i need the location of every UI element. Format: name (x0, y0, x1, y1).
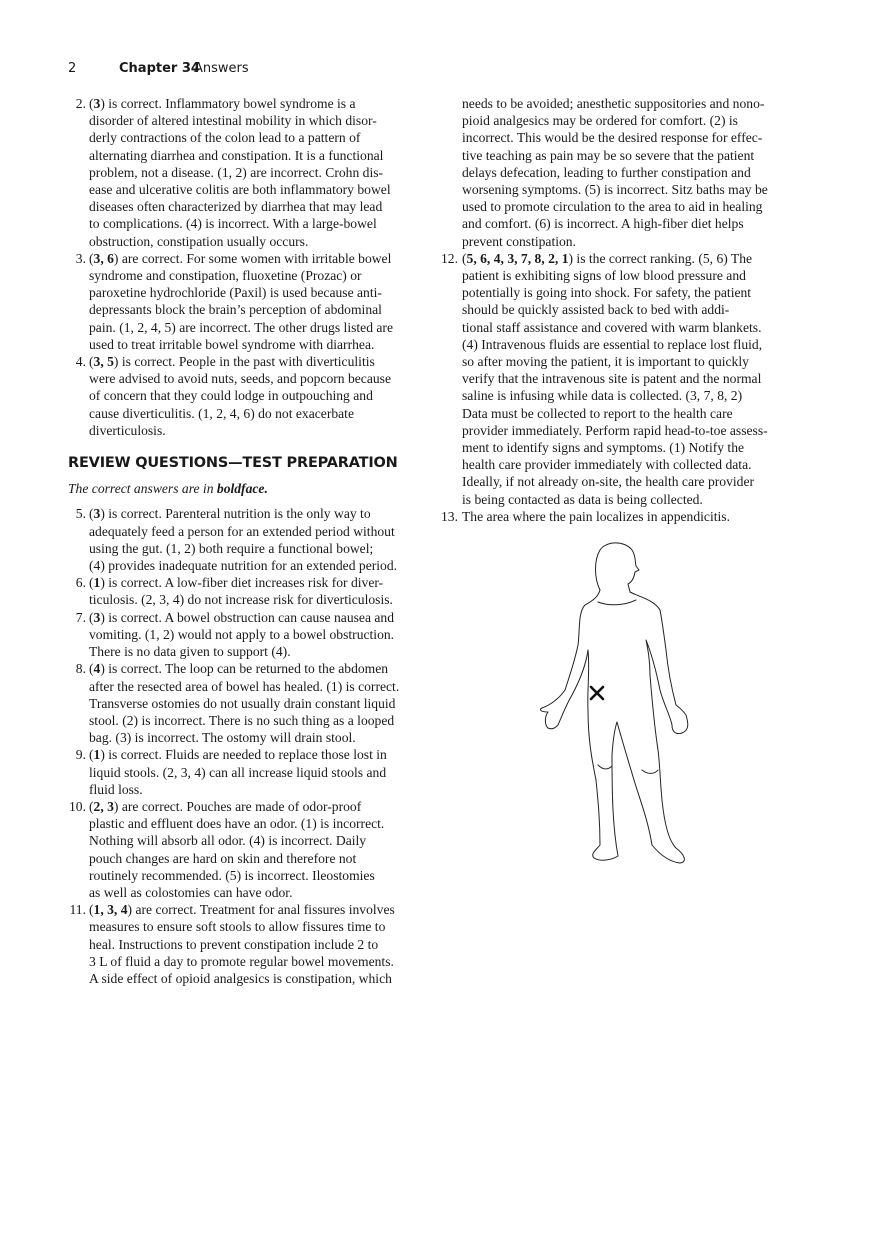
answer-key: 1 (93, 575, 101, 591)
line-text: (4) Intravenous fluids are essential to replace lost fluid, (462, 336, 763, 352)
text-line: incorrect. This would be the desired response for effec- (462, 130, 763, 146)
knee-lines (598, 765, 658, 773)
item-number: 9. (75, 747, 86, 763)
item-number: 5. (75, 506, 86, 522)
item-number: 4. (75, 354, 86, 370)
line-text: health care provider immediately with collected data. (462, 457, 752, 473)
line-text: were advised to avoid nuts, seeds, and popcorn because (89, 371, 391, 387)
line-text: routinely recommended. (5) is incorrect. Ileostomies (89, 867, 375, 883)
head-outline (596, 543, 640, 592)
line-text: stool. (2) is incorrect. There is no such thing as a looped (89, 712, 395, 728)
text-line: delays defecation, leading to further constipation and (462, 164, 751, 180)
line-text: is correct. Fluids are needed to replace those lost in (104, 747, 387, 763)
item-number: 8. (75, 661, 86, 677)
text-line: (3, 5) is correct. People in the past with diverticulitis (89, 354, 375, 370)
line-text: diseases often characterized by diarrhea that may lead (89, 199, 383, 215)
item-number: 12. (441, 250, 458, 266)
line-text: measures to ensure soft stools to allow fissures time to (89, 919, 386, 935)
line-text: verify that the intravenous site is patent and the normal (462, 371, 762, 387)
line-text: disorder of altered intestinal mobility in which disor- (89, 113, 377, 129)
answer-key: 3 (93, 506, 101, 522)
line-text: provider immediately. Perform rapid head-to-toe assess- (462, 422, 768, 438)
line-text: saline is infusing while data is collected. (3, 7, 8, 2) (462, 388, 743, 404)
line-text: are correct. Pouches are made of odor-proof (118, 798, 362, 814)
line-text: to complications. (4) is incorrect. With a large-bowel (89, 216, 377, 232)
line-text: is correct. A bowel obstruction can cause nausea and (104, 609, 395, 625)
text-line: (1, 3, 4) are correct. Treatment for anal fissures involves (89, 902, 395, 918)
text-line: (3) is correct. A bowel obstruction can cause nausea and (89, 609, 395, 625)
text-line: needs to be avoided; anesthetic suppositories and nono- (462, 96, 765, 111)
line-text: cause diverticulitis. (1, 2, 4, 6) do not exacerbate (89, 405, 354, 421)
line-text: diverticulosis. (89, 422, 166, 438)
line-text: heal. Instructions to prevent constipation include 2 to (89, 936, 379, 952)
line-text: adequately feed a person for an extended period without (89, 523, 395, 539)
text-line: (3) is correct. Parenteral nutrition is the only way to (89, 506, 371, 522)
chapter-label: Chapter 34 (119, 61, 200, 76)
item-number: 11. (69, 902, 86, 918)
answer-key: 4 (93, 661, 101, 677)
line-text: A side effect of opioid analgesics is constipation, which (89, 970, 392, 986)
text-line: pioid analgesics may be ordered for comfort. (2) is (462, 113, 738, 129)
text-line: (3) is correct. Inflammatory bowel syndrome is a (89, 96, 356, 111)
line-text: is correct. A low-fiber diet increases risk for diver- (104, 575, 384, 591)
line-text: Data must be collected to report to the health care (462, 405, 733, 421)
note-text: The correct answers are in (68, 481, 217, 497)
page-number: 2 (68, 61, 77, 76)
text-line: (1) is correct. Fluids are needed to replace those lost in (89, 747, 387, 763)
text-line: (4) is correct. The loop can be returned to the abdomen (89, 661, 389, 677)
answer-key: 3 (93, 96, 101, 111)
answer-key: 1 (93, 747, 101, 763)
answer-key: 3, 6 (93, 250, 114, 266)
answer-key: 3 (93, 609, 101, 625)
line-text: Transverse ostomies do not usually drain constant liquid (89, 695, 396, 711)
line-text: is correct. Parenteral nutrition is the only way to (104, 506, 371, 522)
answer-key: 2, 3 (93, 798, 114, 814)
answer-key: 1, 3, 4 (93, 902, 128, 918)
body-outline (540, 590, 687, 863)
line-text: syndrome and constipation, fluoxetine (Prozac) or (89, 268, 362, 284)
line-text: are correct. Treatment for anal fissures involves (132, 902, 395, 918)
line-text: after the resected area of bowel has healed. (1) is correct. (89, 678, 400, 694)
line-text: is correct. The loop can be returned to the abdomen (104, 661, 389, 677)
line-text: ticulosis. (2, 3, 4) do not increase risk for diverticulosis. (89, 592, 393, 608)
note-bold: boldface. (216, 481, 268, 497)
text-line: prevent constipation. (462, 233, 577, 249)
line-text: (4) provides inadequate nutrition for an extended period. (89, 558, 398, 574)
item-number: 7. (75, 609, 86, 625)
item-number: 2. (75, 96, 86, 111)
line-text: vomiting. (1, 2) would not apply to a bowel obstruction. (89, 626, 395, 642)
line-text: tional staff assistance and covered with warm blankets. (462, 319, 762, 335)
x-mark-icon (591, 687, 603, 699)
line-text: 3 L of fluid a day to promote regular bowel movements. (89, 953, 394, 969)
answer-key: 5, 6, 4, 3, 7, 8, 2, 1 (466, 250, 569, 266)
line-text: liquid stools. (2, 3, 4) can all increase liquid stools and (89, 764, 387, 780)
text-line: and comfort. (6) is incorrect. A high-fiber diet helps (462, 216, 744, 232)
answer-key: 3, 5 (93, 354, 114, 370)
line-text: is the correct ranking. (5, 6) The (573, 250, 753, 266)
line-text: alternating diarrhea and constipation. It is a functional (89, 147, 384, 163)
line-text: derly contractions of the colon lead to a pattern of (89, 130, 361, 146)
line-text: of concern that they could lodge in outpouching and (89, 388, 373, 404)
line-text: patient is exhibiting signs of low blood pressure and (462, 268, 746, 284)
item-number: 13. (441, 508, 458, 524)
text-line: (1) is correct. A low-fiber diet increases risk for diver- (89, 575, 384, 591)
text-line: tive teaching as pain may be so severe that the patient (462, 147, 755, 163)
line-text: depressants block the brain’s perception of abdominal (89, 302, 382, 318)
item-number: 6. (75, 575, 86, 591)
line-text: Nothing will absorb all odor. (4) is incorrect. Daily (89, 833, 367, 849)
text-line: (5, 6, 4, 3, 7, 8, 2, 1) is the correct ranking. (5, 6) The (462, 250, 753, 266)
line-text: bag. (3) is incorrect. The ostomy will drain stool. (89, 730, 356, 746)
text-line: (3, 6) are correct. For some women with irritable bowel (89, 250, 392, 266)
text-line: used to promote circulation to the area to aid in healing (462, 199, 763, 215)
line-text: There is no data given to support (4). (89, 644, 291, 660)
section-label: Answers (194, 61, 249, 76)
item-number: 3. (75, 250, 86, 266)
line-text: ease and ulcerative colitis are both inflammatory bowel (89, 182, 391, 198)
item-number: 10. (69, 798, 86, 814)
line-text: is being contacted as data is being collected. (462, 491, 703, 507)
line-text: is correct. People in the past with diverticulitis (118, 354, 375, 370)
line-text: used to treat irritable bowel syndrome with diarrhea. (89, 336, 375, 352)
line-text: plastic and effluent does have an odor. (1) is incorrect. (89, 816, 385, 832)
line-text: pouch changes are hard on skin and therefore not (89, 850, 357, 866)
line-text: should be quickly assisted back to bed with addi- (462, 302, 730, 318)
line-text: is correct. Inflammatory bowel syndrome is a (104, 96, 356, 111)
line-text: are correct. For some women with irritable bowel (118, 250, 392, 266)
line-text: obstruction, constipation usually occurs. (89, 233, 309, 249)
line-text: problem, not a disease. (1, 2) are incorrect. Crohn dis- (89, 164, 384, 180)
line-text: so after moving the patient, it is important to quickly (462, 354, 749, 370)
line-text: using the gut. (1, 2) both require a functional bowel; (89, 540, 374, 556)
line-text: pain. (1, 2, 4, 5) are incorrect. The other drugs listed are (89, 319, 393, 335)
line-text: fluid loss. (89, 781, 143, 797)
text-line: (2, 3) are correct. Pouches are made of odor-proof (89, 798, 362, 814)
text-line: worsening symptoms. (5) is incorrect. Sitz baths may be (462, 182, 768, 198)
line-text: ment to identify signs and symptoms. (1) Notify the (462, 440, 745, 456)
line-text: The area where the pain localizes in appendicitis. (462, 508, 730, 524)
collar-line (598, 600, 636, 605)
line-text: potentially is going into shock. For safety, the patient (462, 285, 752, 301)
line-text: Ideally, if not already on-site, the health care provider (462, 474, 755, 490)
line-text: paroxetine hydrochloride (Paxil) is used because anti- (89, 285, 382, 301)
line-text: as well as colostomies can have odor. (89, 884, 293, 900)
section-heading: REVIEW QUESTIONS—TEST PREPARATION (68, 455, 398, 472)
